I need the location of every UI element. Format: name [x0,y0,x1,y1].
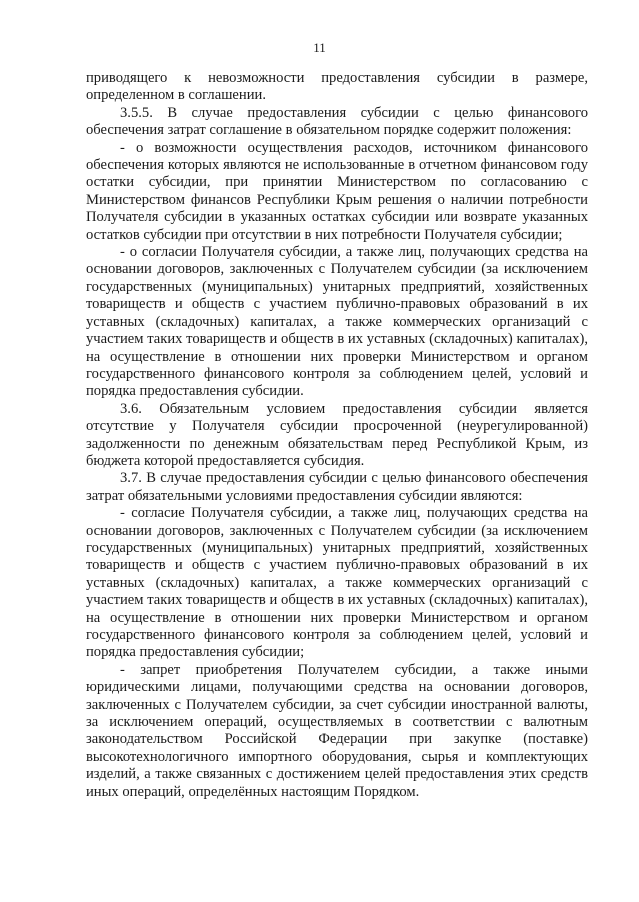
paragraph-3-7-item-2: - запрет приобретения Получателем субсидии, а также иными юридическими лицами, получающими средства на основании договоров, заключенных с Получателем субсидии, за счет субсидии иностранной валюты, за исключением операций, осуществляемых в соответствии с валютным законодательством Российской Федерации при закупке (поставке) высокотехнологичного импортного оборудования, сырья и комплектующих изделий, а также связанных с достижением целей предоставления этих средств иных операций, определённых настоящим Порядком. [86,661,588,800]
paragraph-3-5-5-item-2: - о согласии Получателя субсидии, а также лиц, получающих средства на основании договоров, заключенных с Получателем субсидии (за исключением государственных (муниципальных) унитарных предприятий, хозяйственных товариществ и обществ с участием публично-правовых образований в их уставных (складочных) капиталах, а также коммерческих организаций с участием таких товариществ и обществ в их уставных (складочных) капиталах), на осуществление в отношении них проверки Министерством и органом государственного финансового контроля за соблюдением целей, условий и порядка предоставления субсидии. [86,244,588,400]
paragraph-3-5-5-item-1: - о возможности осуществления расходов, источником финансового обеспечения которых являются не использованные в отчетном финансовом году остатки субсидии, при принятии Министерством по согласованию с Министерством финансов Республики Крым решения о наличии потребности Получателя субсидии в указанных остатках субсидии или возврате указанных остатков субсидии при отсутствии в них потребности Получателя субсидии; [86,139,588,243]
paragraph-3-6: 3.6. Обязательным условием предоставления субсидии является отсутствие у Получателя субсидии просроченной (неурегулированной) задолженности по денежным обязательствам перед Республикой Крым, из бюджета которой предоставляется субсидия. [86,400,588,469]
page-number: 11 [313,40,326,55]
paragraph-3-5-5: 3.5.5. В случае предоставления субсидии с целью финансового обеспечения затрат соглашение в обязательном порядке содержит положения: [86,104,588,139]
paragraph-3-7-item-1: - согласие Получателя субсидии, а также лиц, получающих средства на основании договоров, заключенных с Получателем субсидии (за исключением государственных (муниципальных) унитарных предприятий, хозяйственных товариществ и обществ с участием публично-правовых образований в их уставных (складочных) капиталах, а также коммерческих организаций с участием таких товариществ и обществ в их уставных (складочных) капиталах), на осуществление в отношении них проверки Министерством и органом государственного финансового контроля за соблюдением целей, условий и порядка предоставления субсидии; [86,505,588,661]
paragraph-3-7: 3.7. В случае предоставления субсидии с целью финансового обеспечения затрат обязательными условиями предоставления субсидии являются: [86,470,588,504]
paragraph-continuation: приводящего к невозможности предоставления субсидии в размере, определенном в соглашении. [86,70,588,104]
document-body [86,70,588,801]
